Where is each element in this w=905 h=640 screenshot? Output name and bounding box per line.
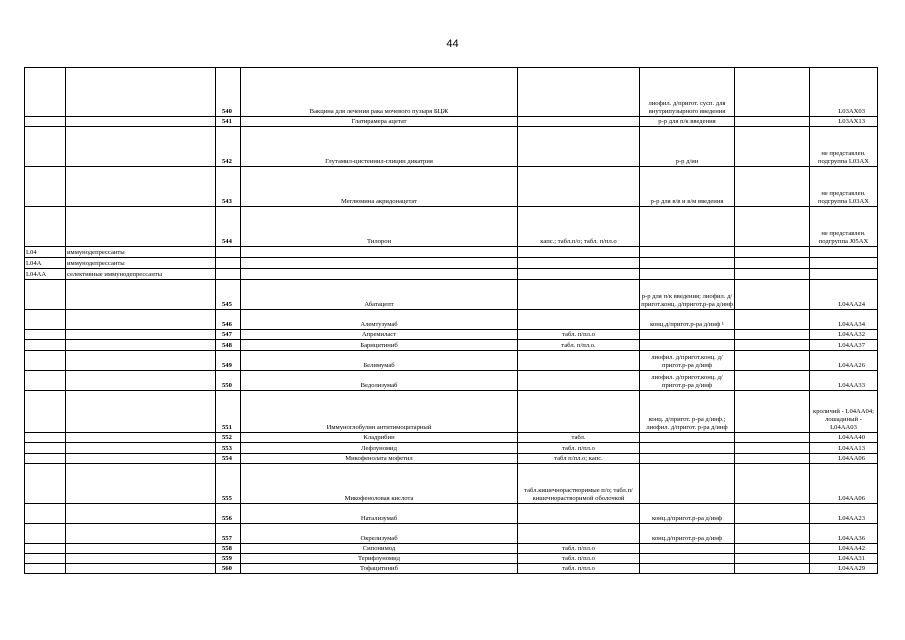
atc-subgroup-cell bbox=[810, 269, 878, 280]
row-number-cell: 545 bbox=[216, 280, 241, 310]
dosage-form-oral-cell: табл. bbox=[518, 433, 640, 443]
table-row bbox=[25, 351, 878, 371]
row-number-cell: 543 bbox=[216, 167, 241, 207]
row-number-cell: 552 bbox=[216, 433, 241, 443]
atc-code-cell bbox=[25, 207, 66, 247]
atc-code-cell bbox=[25, 68, 66, 117]
atc-subgroup-cell: L04AA33 bbox=[810, 371, 878, 391]
atc-code-cell bbox=[25, 280, 66, 310]
group-name-cell bbox=[66, 371, 216, 391]
group-name-cell bbox=[66, 544, 216, 554]
group-name-cell bbox=[66, 454, 216, 464]
drug-name-cell: Апремиласт bbox=[241, 330, 518, 340]
group-name-cell bbox=[66, 310, 216, 330]
atc-code-cell: L04A bbox=[25, 258, 66, 269]
atc-code-cell bbox=[25, 454, 66, 464]
drug-name-cell: Меглюмина акридонацетат bbox=[241, 167, 518, 207]
row-number-cell: 554 bbox=[216, 454, 241, 464]
dosage-form-oral-cell bbox=[518, 391, 640, 433]
table-row bbox=[25, 207, 878, 247]
group-name-cell bbox=[66, 464, 216, 504]
dosage-form-oral-cell bbox=[518, 247, 640, 258]
atc-code-cell: L04AA bbox=[25, 269, 66, 280]
dosage-form-oral-cell bbox=[518, 68, 640, 117]
table-row bbox=[25, 391, 878, 433]
dosage-form-injection-cell: р-р для п/к введения bbox=[640, 117, 735, 127]
table-row bbox=[25, 443, 878, 454]
table-row bbox=[25, 564, 878, 574]
note-cell bbox=[735, 167, 810, 207]
dosage-form-injection-cell bbox=[640, 247, 735, 258]
note-cell bbox=[735, 117, 810, 127]
dosage-form-oral-cell bbox=[518, 167, 640, 207]
drug-name-cell: Сипонимод bbox=[241, 544, 518, 554]
note-cell bbox=[735, 443, 810, 454]
dosage-form-injection-cell bbox=[640, 544, 735, 554]
note-cell bbox=[735, 68, 810, 117]
dosage-form-injection-cell: конц. д/пригот. р-ра д/инф.; лиофил. д/пригот. р-ра д/инф bbox=[640, 391, 735, 433]
note-cell bbox=[735, 127, 810, 167]
atc-code-cell bbox=[25, 554, 66, 564]
group-name-cell bbox=[66, 504, 216, 524]
atc-subgroup-cell bbox=[810, 258, 878, 269]
drug-name-cell: Микофенолата мофетил bbox=[241, 454, 518, 464]
row-number-cell: 555 bbox=[216, 464, 241, 504]
note-cell bbox=[735, 454, 810, 464]
group-name-cell: селективные иммунодепрессанты bbox=[66, 269, 216, 280]
table-row bbox=[25, 330, 878, 340]
drug-name-cell bbox=[241, 269, 518, 280]
drug-name-cell: Микофеноловая кислота bbox=[241, 464, 518, 504]
row-number-cell: 559 bbox=[216, 554, 241, 564]
dosage-form-oral-cell: капс.; табл.п/о; табл. п/пл.о bbox=[518, 207, 640, 247]
dosage-form-oral-cell bbox=[518, 280, 640, 310]
row-number-cell bbox=[216, 247, 241, 258]
drug-name-cell: Тилорон bbox=[241, 207, 518, 247]
group-name-cell bbox=[66, 554, 216, 564]
group-name-cell: иммунодепрессанты bbox=[66, 258, 216, 269]
dosage-form-injection-cell bbox=[640, 464, 735, 504]
dosage-form-injection-cell bbox=[640, 330, 735, 340]
row-number-cell: 542 bbox=[216, 127, 241, 167]
table-row bbox=[25, 371, 878, 391]
dosage-form-oral-cell bbox=[518, 524, 640, 544]
table-row bbox=[25, 167, 878, 207]
dosage-form-injection-cell bbox=[640, 554, 735, 564]
dosage-form-injection-cell: лиофил. д/пригот.конц. д/пригот.р-ра д/инф bbox=[640, 371, 735, 391]
note-cell bbox=[735, 371, 810, 391]
dosage-form-injection-cell: лиофил. д/пригот. сусп. для внутрипузырного введения bbox=[640, 68, 735, 117]
note-cell bbox=[735, 330, 810, 340]
atc-subgroup-cell: L04AA29 bbox=[810, 564, 878, 574]
row-number-cell: 541 bbox=[216, 117, 241, 127]
note-cell bbox=[735, 310, 810, 330]
atc-subgroup-cell: L03AX13 bbox=[810, 117, 878, 127]
atc-subgroup-cell: L04AA24 bbox=[810, 280, 878, 310]
dosage-form-injection-cell: конц.д/пригот.р-ра д/инф bbox=[640, 504, 735, 524]
table-row bbox=[25, 544, 878, 554]
note-cell bbox=[735, 207, 810, 247]
dosage-form-injection-cell bbox=[640, 564, 735, 574]
row-number-cell: 551 bbox=[216, 391, 241, 433]
dosage-form-injection-cell: р-р для п/к введения; лиофил. д/пригот.конц. д/пригот.р-ра д/инф bbox=[640, 280, 735, 310]
atc-code-cell bbox=[25, 310, 66, 330]
group-name-cell bbox=[66, 330, 216, 340]
table-row bbox=[25, 464, 878, 504]
group-name-cell bbox=[66, 351, 216, 371]
drug-name-cell: Иммуноглобулин антитимоцитарный bbox=[241, 391, 518, 433]
group-name-cell bbox=[66, 207, 216, 247]
dosage-form-injection-cell: лиофил. д/пригот.конц. д/пригот.р-ра д/инф bbox=[640, 351, 735, 371]
row-number-cell: 540 bbox=[216, 68, 241, 117]
atc-subgroup-cell: L04AA42 bbox=[810, 544, 878, 554]
atc-code-cell bbox=[25, 330, 66, 340]
dosage-form-oral-cell bbox=[518, 258, 640, 269]
row-number-cell: 560 bbox=[216, 564, 241, 574]
dosage-form-injection-cell bbox=[640, 269, 735, 280]
drug-name-cell: Натализумаб bbox=[241, 504, 518, 524]
atc-subgroup-cell: L04AA37 bbox=[810, 340, 878, 351]
atc-code-cell: L04 bbox=[25, 247, 66, 258]
note-cell bbox=[735, 258, 810, 269]
atc-code-cell bbox=[25, 127, 66, 167]
page-number: 44 bbox=[446, 38, 459, 50]
note-cell bbox=[735, 247, 810, 258]
table-row bbox=[25, 454, 878, 464]
atc-code-cell bbox=[25, 371, 66, 391]
note-cell bbox=[735, 504, 810, 524]
table-row bbox=[25, 269, 878, 280]
atc-subgroup-cell: L04AA31 bbox=[810, 554, 878, 564]
dosage-form-oral-cell bbox=[518, 269, 640, 280]
atc-subgroup-cell: L04AA23 bbox=[810, 504, 878, 524]
atc-subgroup-cell: L04AA34 bbox=[810, 310, 878, 330]
dosage-form-oral-cell bbox=[518, 117, 640, 127]
atc-subgroup-cell: не представлен. подгруппа J05AX bbox=[810, 207, 878, 247]
atc-code-cell bbox=[25, 443, 66, 454]
table-body bbox=[25, 68, 878, 574]
note-cell bbox=[735, 351, 810, 371]
note-cell bbox=[735, 280, 810, 310]
atc-subgroup-cell: L04AA06 bbox=[810, 464, 878, 504]
table-row bbox=[25, 310, 878, 330]
atc-subgroup-cell: L04AA26 bbox=[810, 351, 878, 371]
drug-name-cell: Тофацитиниб bbox=[241, 564, 518, 574]
dosage-form-oral-cell bbox=[518, 504, 640, 524]
note-cell bbox=[735, 544, 810, 554]
dosage-form-oral-cell: табл. п/пл.о bbox=[518, 564, 640, 574]
group-name-cell bbox=[66, 340, 216, 351]
dosage-form-injection-cell bbox=[640, 443, 735, 454]
table-row bbox=[25, 117, 878, 127]
atc-code-cell bbox=[25, 351, 66, 371]
table-row bbox=[25, 247, 878, 258]
drug-name-cell: Лефлуномид bbox=[241, 443, 518, 454]
row-number-cell: 546 bbox=[216, 310, 241, 330]
table-row bbox=[25, 524, 878, 544]
drug-name-cell: Терифлуномид bbox=[241, 554, 518, 564]
note-cell bbox=[735, 391, 810, 433]
group-name-cell bbox=[66, 127, 216, 167]
row-number-cell: 549 bbox=[216, 351, 241, 371]
atc-code-cell bbox=[25, 433, 66, 443]
atc-subgroup-cell: L03AX03 bbox=[810, 68, 878, 117]
table-row bbox=[25, 340, 878, 351]
dosage-form-injection-cell bbox=[640, 340, 735, 351]
drug-name-cell: Глатирамера ацетат bbox=[241, 117, 518, 127]
note-cell bbox=[735, 524, 810, 544]
atc-code-cell bbox=[25, 391, 66, 433]
group-name-cell bbox=[66, 167, 216, 207]
atc-code-cell bbox=[25, 117, 66, 127]
drug-name-cell bbox=[241, 258, 518, 269]
atc-subgroup-cell bbox=[810, 247, 878, 258]
dosage-form-injection-cell: р-р д/ин bbox=[640, 127, 735, 167]
atc-subgroup-cell: L04AA36 bbox=[810, 524, 878, 544]
note-cell bbox=[735, 564, 810, 574]
dosage-form-injection-cell: конц.д/пригот.р-ра д/инф ¹ bbox=[640, 310, 735, 330]
row-number-cell: 557 bbox=[216, 524, 241, 544]
row-number-cell bbox=[216, 258, 241, 269]
row-number-cell: 558 bbox=[216, 544, 241, 554]
group-name-cell bbox=[66, 68, 216, 117]
atc-code-cell bbox=[25, 524, 66, 544]
drug-name-cell: Абатацепт bbox=[241, 280, 518, 310]
drug-name-cell: Глутамил-цистеинил-глицин дикатрия bbox=[241, 127, 518, 167]
row-number-cell: 553 bbox=[216, 443, 241, 454]
note-cell bbox=[735, 554, 810, 564]
dosage-form-injection-cell: конц.д/пригот.р-ра д/инф bbox=[640, 524, 735, 544]
note-cell bbox=[735, 433, 810, 443]
drug-name-cell: Ведолизумаб bbox=[241, 371, 518, 391]
dosage-form-injection-cell: р-р для в/в и в/м введения bbox=[640, 167, 735, 207]
drug-name-cell: Кладрибин bbox=[241, 433, 518, 443]
dosage-form-oral-cell bbox=[518, 310, 640, 330]
group-name-cell bbox=[66, 564, 216, 574]
dosage-form-injection-cell bbox=[640, 433, 735, 443]
dosage-form-oral-cell: табл. п/пл.о bbox=[518, 544, 640, 554]
drug-name-cell: Барицитиниб bbox=[241, 340, 518, 351]
dosage-form-injection-cell bbox=[640, 207, 735, 247]
atc-code-cell bbox=[25, 564, 66, 574]
table-row bbox=[25, 504, 878, 524]
dosage-form-oral-cell: табл. п/пл.о. bbox=[518, 340, 640, 351]
atc-subgroup-cell: кроличий - L04AA04; лошадиный - L04AA03 bbox=[810, 391, 878, 433]
row-number-cell: 550 bbox=[216, 371, 241, 391]
atc-code-cell bbox=[25, 340, 66, 351]
note-cell bbox=[735, 340, 810, 351]
dosage-form-oral-cell: табл. п/пл.о bbox=[518, 554, 640, 564]
table-row bbox=[25, 280, 878, 310]
row-number-cell: 548 bbox=[216, 340, 241, 351]
dosage-form-oral-cell bbox=[518, 371, 640, 391]
note-cell bbox=[735, 464, 810, 504]
drug-name-cell: Окрелизумаб bbox=[241, 524, 518, 544]
atc-code-cell bbox=[25, 167, 66, 207]
dosage-form-injection-cell bbox=[640, 454, 735, 464]
group-name-cell bbox=[66, 391, 216, 433]
group-name-cell bbox=[66, 117, 216, 127]
group-name-cell bbox=[66, 524, 216, 544]
atc-subgroup-cell: не представлен. подгруппа L03AX bbox=[810, 167, 878, 207]
table-row bbox=[25, 433, 878, 443]
row-number-cell: 556 bbox=[216, 504, 241, 524]
dosage-form-oral-cell bbox=[518, 127, 640, 167]
dosage-form-oral-cell: табл.кишечнорастворимые п/о; табл.п/кишечнорастворимой оболочкой bbox=[518, 464, 640, 504]
dosage-form-oral-cell: табл. п/пл.о bbox=[518, 443, 640, 454]
drug-name-cell bbox=[241, 247, 518, 258]
dosage-form-oral-cell: табл п/пл.о; капс. bbox=[518, 454, 640, 464]
dosage-form-oral-cell bbox=[518, 351, 640, 371]
drug-table bbox=[24, 67, 878, 574]
table-row bbox=[25, 68, 878, 117]
atc-code-cell bbox=[25, 504, 66, 524]
atc-subgroup-cell: L04AA40 bbox=[810, 433, 878, 443]
atc-subgroup-cell: L04AA06 bbox=[810, 454, 878, 464]
atc-subgroup-cell: не представлен. подгруппа L03AX bbox=[810, 127, 878, 167]
atc-subgroup-cell: L04AA32 bbox=[810, 330, 878, 340]
group-name-cell bbox=[66, 443, 216, 454]
table-row bbox=[25, 258, 878, 269]
drug-name-cell: Вакцина для лечения рака мочевого пузыря БЦЖ bbox=[241, 68, 518, 117]
dosage-form-oral-cell: табл. п/пл.о bbox=[518, 330, 640, 340]
row-number-cell bbox=[216, 269, 241, 280]
group-name-cell bbox=[66, 433, 216, 443]
drug-name-cell: Белимумаб bbox=[241, 351, 518, 371]
dosage-form-injection-cell bbox=[640, 258, 735, 269]
row-number-cell: 544 bbox=[216, 207, 241, 247]
group-name-cell: иммунодепрессанты bbox=[66, 247, 216, 258]
table-row bbox=[25, 127, 878, 167]
atc-subgroup-cell: L04AA13 bbox=[810, 443, 878, 454]
atc-code-cell bbox=[25, 464, 66, 504]
table-row bbox=[25, 554, 878, 564]
group-name-cell bbox=[66, 280, 216, 310]
atc-code-cell bbox=[25, 544, 66, 554]
row-number-cell: 547 bbox=[216, 330, 241, 340]
drug-name-cell: Алемтузумаб bbox=[241, 310, 518, 330]
note-cell bbox=[735, 269, 810, 280]
